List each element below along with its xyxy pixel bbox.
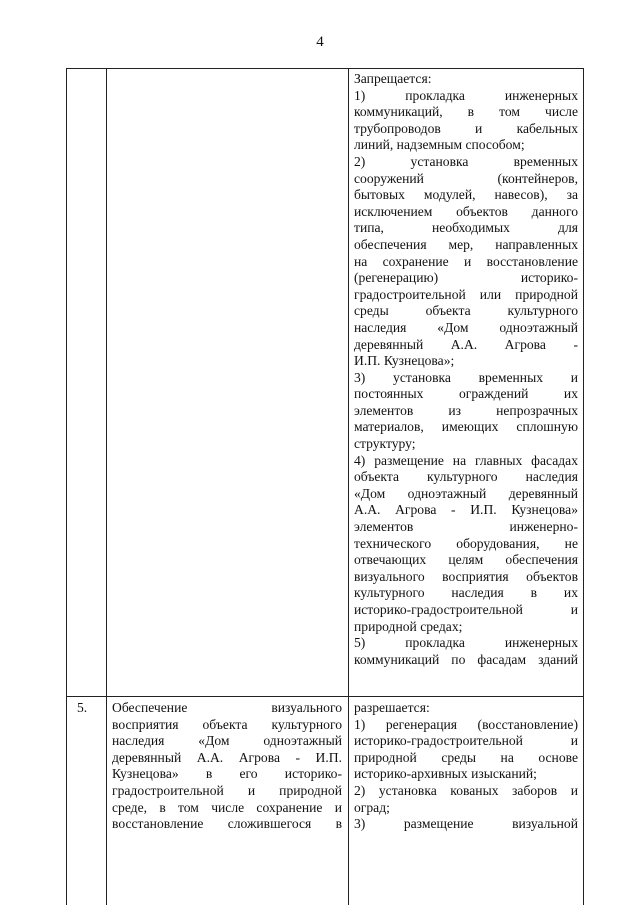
text-line: наследия «Дом одноэтажный — [354, 319, 578, 335]
text-line: наследия «Дом одноэтажный — [112, 733, 342, 749]
text-line: (регенерацию) историко- — [354, 270, 578, 286]
text-line: градостроительной и природной — [112, 782, 342, 798]
text-line: сооружений (контейнеров, — [354, 170, 578, 186]
text-line: среды объекта культурного — [354, 303, 578, 319]
text-line: разрешается: — [354, 700, 430, 715]
text-line: 4) размещение на главных фасадах — [354, 452, 578, 468]
text-line: И.П. Кузнецова»; — [354, 353, 455, 369]
text-line: материалов, имеющих сплошную — [354, 419, 578, 435]
column-divider-2 — [348, 68, 349, 905]
text-line: элементов инженерно- — [354, 519, 578, 535]
text-line: природной средах; — [354, 618, 463, 634]
table-border-left — [66, 68, 67, 905]
table-border-top — [66, 68, 584, 69]
text-line: элементов из непрозрачных — [354, 402, 578, 418]
text-line: культурного наследия в их — [354, 585, 578, 601]
text-line: Обеспечение визуального — [112, 700, 342, 715]
text-line: А.А. Агрова - И.П. Кузнецова» — [354, 502, 578, 518]
text-line: технического оборудования, не — [354, 535, 578, 551]
text-line: постоянных ограждений их — [354, 386, 578, 402]
text-line: историко-архивных изысканий; — [354, 766, 537, 782]
text-line: коммуникаций по фасадам зданий — [354, 651, 578, 667]
text-line: линий, надземным способом; — [354, 137, 525, 153]
text-line: 3) размещение визуальной — [354, 816, 578, 832]
text-line: 1) регенерация (восстановление) — [354, 716, 578, 732]
text-line: бытовых модулей, навесов), за — [354, 187, 578, 203]
text-line: деревянный А.А. Агрова - — [354, 336, 578, 352]
text-line: обеспечения мер, направленных — [354, 236, 578, 252]
text-line: Кузнецова» в его историко- — [112, 766, 342, 782]
row5-permissions-cell — [354, 700, 578, 833]
text-line: трубопроводов и кабельных — [354, 120, 578, 136]
text-line: восстановление сложившегося в — [112, 816, 342, 832]
text-line: структуру; — [354, 436, 416, 452]
text-line: 3) установка временных и — [354, 369, 578, 385]
page-number: 4 — [316, 34, 324, 50]
text-line: объекта культурного наследия — [354, 469, 578, 485]
text-line: природной среды на основе — [354, 749, 578, 765]
row-divider — [66, 696, 584, 697]
text-line: градостроительной или природной — [354, 286, 578, 302]
text-line: оград; — [354, 799, 390, 815]
regulations-table — [66, 68, 584, 905]
text-line: 2) установка кованых заборов и — [354, 782, 578, 798]
row5-number: 5. — [77, 700, 88, 715]
text-line: Запрещается: — [354, 71, 432, 86]
row4-requirements-cell — [354, 71, 578, 668]
text-line: деревянный А.А. Агрова - И.П. — [112, 749, 342, 765]
text-line: 2) установка временных — [354, 153, 578, 169]
column-divider-1 — [106, 68, 107, 905]
text-line: 1) прокладка инженерных — [354, 87, 578, 103]
text-line: коммуникаций, в том числе — [354, 104, 578, 120]
text-line: восприятия объекта культурного — [112, 716, 342, 732]
text-line: историко-градостроительной и — [354, 602, 578, 617]
text-line: отвечающих целям обеспечения — [354, 552, 578, 568]
table-border-right — [583, 68, 584, 905]
text-line: визуального восприятия объектов — [354, 568, 578, 584]
text-line: среде, в том числе сохранение и — [112, 799, 342, 815]
row5-description-cell — [112, 700, 342, 833]
text-line: типа, необходимых для — [354, 220, 578, 236]
text-line: исключением объектов данного — [354, 203, 578, 219]
text-line: историко-градостроительной и — [354, 733, 578, 749]
text-line: на сохранение и восстановление — [354, 253, 578, 269]
text-line: 5) прокладка инженерных — [354, 635, 578, 651]
text-line: «Дом одноэтажный деревянный — [354, 485, 578, 501]
